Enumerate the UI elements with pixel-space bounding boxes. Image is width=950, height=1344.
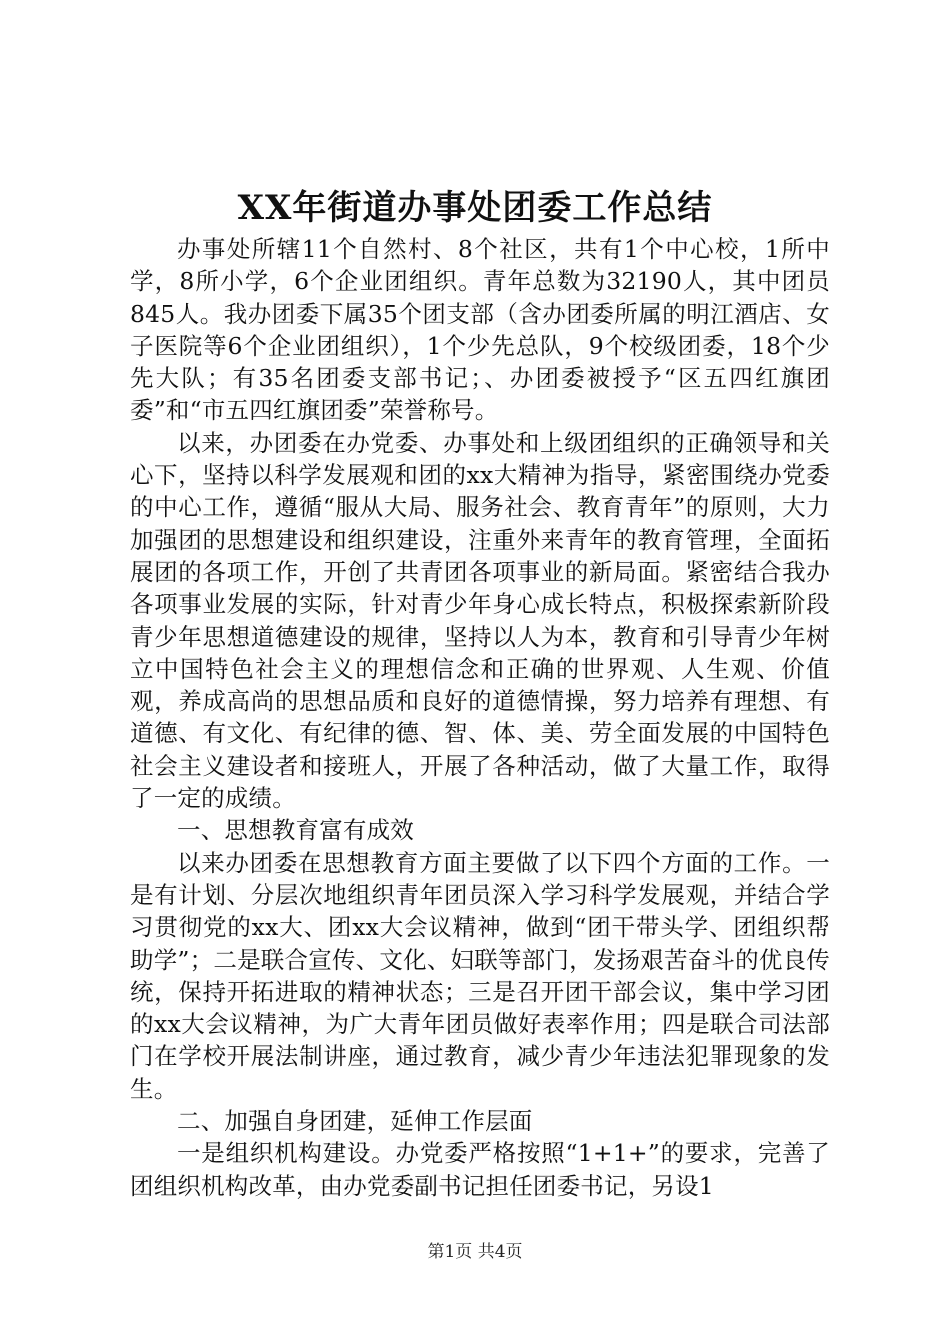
page-number: 第1页 共4页 bbox=[427, 1242, 523, 1262]
section-heading-2: 二、加强自身团建，延伸工作层面 bbox=[177, 1107, 533, 1136]
section-heading-1: 一、思想教育富有成效 bbox=[177, 816, 414, 845]
paragraph-education: 以来办团委在思想教育方面主要做了以下四个方面的工作。一是有计划、分层次地组织青年团员深入学习科学发展观，并结合学习贯彻党的xx大、团xx大会议精神，做到“团干带头学、团组织帮助学”；二是联合宣传、文化、妇联等部门，发扬艰苦奋斗的优良传统，保持开拓进取的精神状态；三是召开团干部会议，集中学习团的xx大会议精神，为广大青年团员做好表率作用；四是联合司法部门在学校开展法制讲座，通过教育，减少青少年违法犯罪现象的发生。 bbox=[130, 848, 830, 1103]
document-title: XX年街道办事处团委工作总结 bbox=[237, 188, 713, 228]
document-body bbox=[130, 233, 830, 1202]
paragraph-intro: 办事处所辖11个自然村、8个社区，共有1个中心校，1所中学，8所小学，6个企业团组织。青年总数为32190人，其中团员845人。我办团委下属35个团支部（含办团委所属的明江酒店、女子医院等6个企业团组织），1个少先总队，9个校级团委，18个少先大队；有35名团委支部书记；、办团委被授予“区五四红旗团委”和“市五四红旗团委”荣誉称号。 bbox=[130, 235, 830, 425]
paragraph-organization: 一是组织机构建设。办党委严格按照“1+1+”的要求，完善了团组织机构改革，由办党委副书记担任团委书记，另设1 bbox=[130, 1139, 830, 1200]
paragraph-overview: 以来，办团委在办党委、办事处和上级团组织的正确领导和关心下，坚持以科学发展观和团的xx大精神为指导，紧密围绕办党委的中心工作，遵循“服从大局、服务社会、教育青年”的原则，大力加强团的思想建设和组织建设，注重外来青年的教育管理，全面拓展团的各项工作，开创了共青团各项事业的新局面。紧密结合我办各项事业发展的实际，针对青少年身心成长特点，积极探索新阶段青少年思想道德建设的规律，坚持以人为本，教育和引导青少年树立中国特色社会主义的理想信念和正确的世界观、人生观、价值观，养成高尚的思想品质和良好的道德情操，努力培养有理想、有道德、有文化、有纪律的德、智、体、美、劳全面发展的中国特色社会主义建设者和接班人，开展了各种活动，做了大量工作，取得了一定的成绩。 bbox=[130, 428, 830, 813]
